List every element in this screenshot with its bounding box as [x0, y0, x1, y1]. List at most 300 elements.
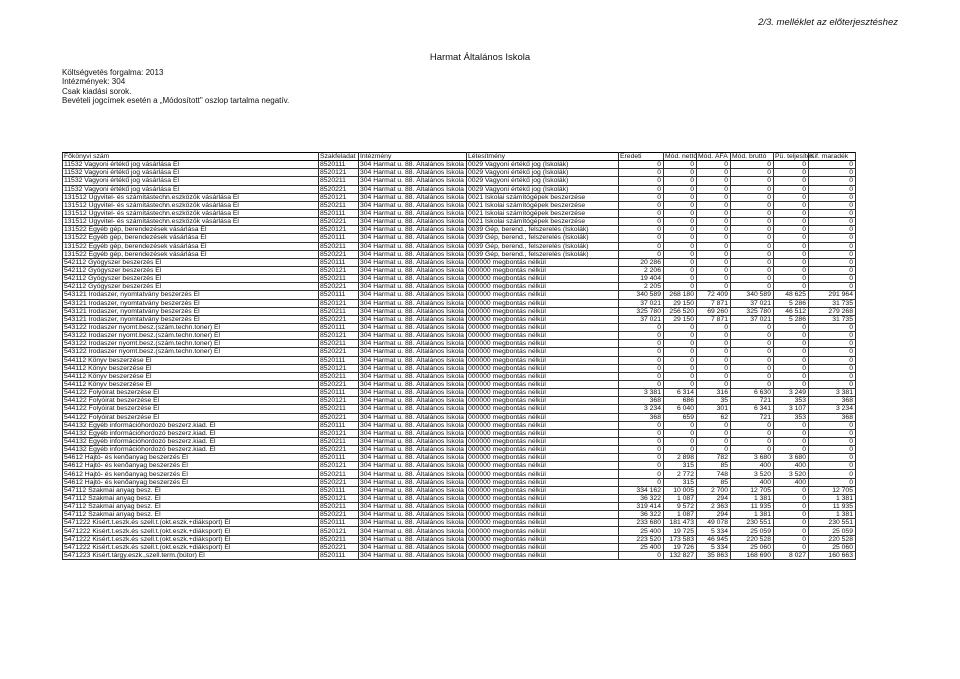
gross-cell: 1 381 — [731, 494, 774, 502]
remaining-cell: 31 735 — [809, 299, 856, 307]
account-cell: 54612 Hajtó- és kenőanyag beszerzés El — [63, 478, 319, 486]
paid-cell: 353 — [774, 413, 809, 421]
original-cell: 340 589 — [619, 291, 664, 299]
facility-cell: 0039 Gép, berend., felszerelés (Iskolák) — [467, 242, 619, 250]
remaining-cell: 0 — [809, 275, 856, 283]
paid-cell: 0 — [774, 494, 809, 502]
vat-cell: 0 — [697, 258, 731, 266]
col-header-remaining: Kif. maradék — [809, 153, 856, 161]
vat-cell: 301 — [697, 405, 731, 413]
vat-cell: 0 — [697, 193, 731, 201]
original-cell: 0 — [619, 356, 664, 364]
original-cell: 0 — [619, 478, 664, 486]
account-cell: 543122 Irodaszer nyomt.besz.(szám.techn.toner) El — [63, 323, 319, 331]
institution-cell: 304 Harmat u. 88. Általános Iskola — [359, 250, 467, 258]
facility-cell: 000000 megbontás nélkül — [467, 551, 619, 559]
vat-cell: 0 — [697, 275, 731, 283]
table-row — [63, 543, 856, 551]
remaining-cell: 3 234 — [809, 405, 856, 413]
remaining-cell: 1 381 — [809, 511, 856, 519]
facility-cell: 0029 Vagyoni értékű jog (Iskolák) — [467, 177, 619, 185]
original-cell: 0 — [619, 242, 664, 250]
institution-cell: 304 Harmat u. 88. Általános Iskola — [359, 356, 467, 364]
facility-cell: 000000 megbontás nélkül — [467, 405, 619, 413]
account-cell: 5471222 Kisért.t.eszk.és szell.t.(okt.eszk.+diáksport) El — [63, 543, 319, 551]
table-row — [63, 397, 856, 405]
institution-cell: 304 Harmat u. 88. Általános Iskola — [359, 226, 467, 234]
facility-cell: 000000 megbontás nélkül — [467, 446, 619, 454]
net-cell: 0 — [664, 193, 697, 201]
task-cell: 8520111 — [319, 519, 359, 527]
task-cell: 8520121 — [319, 527, 359, 535]
original-cell: 0 — [619, 462, 664, 470]
net-cell: 2 772 — [664, 470, 697, 478]
facility-cell: 000000 megbontás nélkül — [467, 454, 619, 462]
paid-cell: 0 — [774, 364, 809, 372]
gross-cell: 6 341 — [731, 405, 774, 413]
table-row — [63, 299, 856, 307]
table-row — [63, 307, 856, 315]
task-cell: 8520211 — [319, 372, 359, 380]
paid-cell: 0 — [774, 372, 809, 380]
table-row — [63, 389, 856, 397]
remaining-cell: 0 — [809, 470, 856, 478]
vat-cell: 0 — [697, 177, 731, 185]
task-cell: 8520111 — [319, 209, 359, 217]
gross-cell: 0 — [731, 372, 774, 380]
paid-cell: 3 249 — [774, 389, 809, 397]
table-row — [63, 421, 856, 429]
institution-cell: 304 Harmat u. 88. Általános Iskola — [359, 218, 467, 226]
paid-cell: 0 — [774, 543, 809, 551]
task-cell: 8520111 — [319, 258, 359, 266]
remaining-cell: 31 735 — [809, 315, 856, 323]
account-cell: 11532 Vagyoni értékű jog vásárlása El — [63, 185, 319, 193]
table-row — [63, 437, 856, 445]
account-cell: 544132 Egyéb információhordozó beszerz.kiad. El — [63, 446, 319, 454]
original-cell: 0 — [619, 218, 664, 226]
institution-cell: 304 Harmat u. 88. Általános Iskola — [359, 266, 467, 274]
remaining-cell: 3 381 — [809, 389, 856, 397]
gross-cell: 0 — [731, 209, 774, 217]
original-cell: 0 — [619, 454, 664, 462]
table-row — [63, 185, 856, 193]
paid-cell: 0 — [774, 234, 809, 242]
account-cell: 131522 Egyéb gép, berendezések vásárlása El — [63, 242, 319, 250]
paid-cell: 48 625 — [774, 291, 809, 299]
task-cell: 8520211 — [319, 201, 359, 209]
net-cell: 173 583 — [664, 535, 697, 543]
remaining-cell: 25 060 — [809, 543, 856, 551]
task-cell: 8520121 — [319, 226, 359, 234]
institution-cell: 304 Harmat u. 88. Általános Iskola — [359, 307, 467, 315]
account-cell: 131512 Ügyvitel- és számítástechn.eszközök vásárlása El — [63, 193, 319, 201]
facility-cell: 000000 megbontás nélkül — [467, 356, 619, 364]
net-cell: 0 — [664, 177, 697, 185]
net-cell: 0 — [664, 364, 697, 372]
vat-cell: 2 363 — [697, 503, 731, 511]
facility-cell: 000000 megbontás nélkül — [467, 291, 619, 299]
net-cell: 19 725 — [664, 527, 697, 535]
task-cell: 8520111 — [319, 454, 359, 462]
task-cell: 8520121 — [319, 193, 359, 201]
account-cell: 543122 Irodaszer nyomt.besz.(szám.techn.toner) El — [63, 340, 319, 348]
original-cell: 25 400 — [619, 543, 664, 551]
paid-cell: 0 — [774, 519, 809, 527]
remaining-cell: 0 — [809, 258, 856, 266]
remaining-cell: 0 — [809, 193, 856, 201]
task-cell: 8520211 — [319, 340, 359, 348]
table-row — [63, 486, 856, 494]
task-cell: 8520221 — [319, 315, 359, 323]
institution-cell: 304 Harmat u. 88. Általános Iskola — [359, 323, 467, 331]
institution-cell: 304 Harmat u. 88. Általános Iskola — [359, 494, 467, 502]
table-row — [63, 169, 856, 177]
vat-cell: 0 — [697, 372, 731, 380]
paid-cell: 0 — [774, 356, 809, 364]
net-cell: 659 — [664, 413, 697, 421]
remaining-cell: 0 — [809, 446, 856, 454]
remaining-cell: 0 — [809, 372, 856, 380]
table-row — [63, 234, 856, 242]
task-cell: 8520221 — [319, 250, 359, 258]
remaining-cell: 0 — [809, 364, 856, 372]
paid-cell: 0 — [774, 209, 809, 217]
gross-cell: 0 — [731, 421, 774, 429]
original-cell: 0 — [619, 201, 664, 209]
gross-cell: 0 — [731, 218, 774, 226]
meta-institutions: Intézmények: 304 — [62, 77, 126, 87]
account-cell: 547112 Szakmai anyag besz. El — [63, 494, 319, 502]
facility-cell: 000000 megbontás nélkül — [467, 535, 619, 543]
table-row — [63, 291, 856, 299]
vat-cell: 0 — [697, 332, 731, 340]
account-cell: 54612 Hajtó- és kenőanyag beszerzés El — [63, 470, 319, 478]
vat-cell: 7 871 — [697, 299, 731, 307]
institution-cell: 304 Harmat u. 88. Általános Iskola — [359, 503, 467, 511]
vat-cell: 5 334 — [697, 543, 731, 551]
paid-cell: 0 — [774, 486, 809, 494]
vat-cell: 748 — [697, 470, 731, 478]
remaining-cell: 0 — [809, 266, 856, 274]
net-cell: 268 180 — [664, 291, 697, 299]
task-cell: 8520121 — [319, 364, 359, 372]
task-cell: 8520211 — [319, 470, 359, 478]
facility-cell: 0039 Gép, berend., felszerelés (Iskolák) — [467, 234, 619, 242]
paid-cell: 0 — [774, 527, 809, 535]
account-cell: 547112 Szakmai anyag besz. El — [63, 486, 319, 494]
net-cell: 0 — [664, 348, 697, 356]
table-row — [63, 446, 856, 454]
original-cell: 0 — [619, 372, 664, 380]
facility-cell: 000000 megbontás nélkül — [467, 315, 619, 323]
gross-cell: 220 528 — [731, 535, 774, 543]
account-cell: 547112 Szakmai anyag besz. El — [63, 503, 319, 511]
institution-cell: 304 Harmat u. 88. Általános Iskola — [359, 258, 467, 266]
task-cell: 8520221 — [319, 446, 359, 454]
vat-cell: 0 — [697, 437, 731, 445]
original-cell: 0 — [619, 177, 664, 185]
vat-cell: 69 260 — [697, 307, 731, 315]
task-cell: 8520111 — [319, 551, 359, 559]
gross-cell: 25 059 — [731, 527, 774, 535]
original-cell: 223 520 — [619, 535, 664, 543]
remaining-cell: 0 — [809, 161, 856, 169]
account-cell: 542112 Gyógyszer beszerzés El — [63, 275, 319, 283]
vat-cell: 782 — [697, 454, 731, 462]
original-cell: 20 286 — [619, 258, 664, 266]
table-row — [63, 413, 856, 421]
gross-cell: 0 — [731, 275, 774, 283]
institution-cell: 304 Harmat u. 88. Általános Iskola — [359, 405, 467, 413]
original-cell: 368 — [619, 397, 664, 405]
account-cell: 131512 Ügyvitel- és számítástechn.eszközök vásárlása El — [63, 209, 319, 217]
paid-cell: 0 — [774, 323, 809, 331]
institution-cell: 304 Harmat u. 88. Általános Iskola — [359, 169, 467, 177]
gross-cell: 0 — [731, 364, 774, 372]
remaining-cell: 0 — [809, 437, 856, 445]
account-cell: 544112 Könyv beszerzése El — [63, 356, 319, 364]
facility-cell: 000000 megbontás nélkül — [467, 372, 619, 380]
net-cell: 0 — [664, 437, 697, 445]
task-cell: 8520111 — [319, 421, 359, 429]
institution-cell: 304 Harmat u. 88. Általános Iskola — [359, 185, 467, 193]
remaining-cell: 0 — [809, 242, 856, 250]
vat-cell: 0 — [697, 266, 731, 274]
institution-cell: 304 Harmat u. 88. Általános Iskola — [359, 413, 467, 421]
account-cell: 544122 Folyóirat beszerzése El — [63, 405, 319, 413]
remaining-cell: 368 — [809, 413, 856, 421]
net-cell: 29 150 — [664, 315, 697, 323]
paid-cell: 0 — [774, 446, 809, 454]
vat-cell: 7 871 — [697, 315, 731, 323]
vat-cell: 0 — [697, 340, 731, 348]
original-cell: 36 322 — [619, 494, 664, 502]
vat-cell: 0 — [697, 161, 731, 169]
remaining-cell: 0 — [809, 454, 856, 462]
paid-cell: 0 — [774, 226, 809, 234]
gross-cell: 0 — [731, 437, 774, 445]
gross-cell: 37 021 — [731, 315, 774, 323]
institution-cell: 304 Harmat u. 88. Általános Iskola — [359, 470, 467, 478]
account-cell: 544112 Könyv beszerzése El — [63, 364, 319, 372]
task-cell: 8520111 — [319, 356, 359, 364]
account-cell: 543121 Irodaszer, nyomtatvány beszerzés El — [63, 307, 319, 315]
institution-cell: 304 Harmat u. 88. Általános Iskola — [359, 193, 467, 201]
account-cell: 5471223 Kisért.tárgy.eszk.,szell.term.(bútor) El — [63, 551, 319, 559]
original-cell: 319 414 — [619, 503, 664, 511]
vat-cell: 85 — [697, 478, 731, 486]
original-cell: 2 206 — [619, 266, 664, 274]
net-cell: 0 — [664, 283, 697, 291]
gross-cell: 0 — [731, 356, 774, 364]
paid-cell: 3 680 — [774, 454, 809, 462]
table-row — [63, 250, 856, 258]
facility-cell: 000000 megbontás nélkül — [467, 364, 619, 372]
table-row — [63, 218, 856, 226]
vat-cell: 0 — [697, 209, 731, 217]
table-row — [63, 551, 856, 559]
vat-cell: 49 078 — [697, 519, 731, 527]
facility-cell: 000000 megbontás nélkül — [467, 413, 619, 421]
institution-cell: 304 Harmat u. 88. Általános Iskola — [359, 234, 467, 242]
task-cell: 8520111 — [319, 486, 359, 494]
task-cell: 8520221 — [319, 380, 359, 388]
institution-cell: 304 Harmat u. 88. Általános Iskola — [359, 486, 467, 494]
institution-cell: 304 Harmat u. 88. Általános Iskola — [359, 161, 467, 169]
institution-cell: 304 Harmat u. 88. Általános Iskola — [359, 291, 467, 299]
institution-cell: 304 Harmat u. 88. Általános Iskola — [359, 389, 467, 397]
gross-cell: 0 — [731, 283, 774, 291]
table-row — [63, 193, 856, 201]
facility-cell: 000000 megbontás nélkül — [467, 437, 619, 445]
page-title: Harmat Általános Iskola — [429, 52, 531, 63]
table-row — [63, 340, 856, 348]
account-cell: 543122 Irodaszer nyomt.besz.(szám.techn.toner) El — [63, 332, 319, 340]
task-cell: 8520211 — [319, 503, 359, 511]
gross-cell: 0 — [731, 340, 774, 348]
vat-cell: 35 863 — [697, 551, 731, 559]
net-cell: 1 087 — [664, 511, 697, 519]
net-cell: 0 — [664, 421, 697, 429]
gross-cell: 0 — [731, 226, 774, 234]
remaining-cell: 368 — [809, 397, 856, 405]
remaining-cell: 0 — [809, 323, 856, 331]
account-cell: 542112 Gyógyszer beszerzés El — [63, 258, 319, 266]
institution-cell: 304 Harmat u. 88. Általános Iskola — [359, 511, 467, 519]
vat-cell: 62 — [697, 413, 731, 421]
original-cell: 0 — [619, 551, 664, 559]
paid-cell: 400 — [774, 462, 809, 470]
col-header-paid: Pü. teljesítés — [775, 153, 814, 161]
task-cell: 8520121 — [319, 429, 359, 437]
vat-cell: 0 — [697, 226, 731, 234]
facility-cell: 0029 Vagyoni értékű jog (Iskolák) — [467, 161, 619, 169]
institution-cell: 304 Harmat u. 88. Általános Iskola — [359, 519, 467, 527]
col-header-net: Mód. nettó — [665, 153, 698, 161]
original-cell: 0 — [619, 446, 664, 454]
original-cell: 334 162 — [619, 486, 664, 494]
gross-cell: 25 060 — [731, 543, 774, 551]
facility-cell: 000000 megbontás nélkül — [467, 543, 619, 551]
gross-cell: 0 — [731, 446, 774, 454]
original-cell: 0 — [619, 193, 664, 201]
gross-cell: 340 589 — [731, 291, 774, 299]
vat-cell: 0 — [697, 234, 731, 242]
facility-cell: 000000 megbontás nélkül — [467, 511, 619, 519]
task-cell: 8520221 — [319, 478, 359, 486]
account-cell: 544112 Könyv beszerzése El — [63, 380, 319, 388]
table-row — [63, 405, 856, 413]
paid-cell: 3 107 — [774, 405, 809, 413]
table-row — [63, 315, 856, 323]
gross-cell: 12 705 — [731, 486, 774, 494]
original-cell: 37 021 — [619, 299, 664, 307]
original-cell: 0 — [619, 185, 664, 193]
facility-cell: 000000 megbontás nélkül — [467, 462, 619, 470]
task-cell: 8520111 — [319, 161, 359, 169]
remaining-cell: 25 059 — [809, 527, 856, 535]
facility-cell: 000000 megbontás nélkül — [467, 421, 619, 429]
col-header-facility: Létesítmény — [467, 153, 619, 161]
remaining-cell: 0 — [809, 340, 856, 348]
gross-cell: 0 — [731, 266, 774, 274]
account-cell: 5471222 Kisért.t.eszk.és szell.t.(okt.eszk.+diáksport) El — [63, 535, 319, 543]
remaining-cell: 0 — [809, 478, 856, 486]
paid-cell: 0 — [774, 348, 809, 356]
table-row — [63, 527, 856, 535]
paid-cell: 353 — [774, 397, 809, 405]
remaining-cell: 291 964 — [809, 291, 856, 299]
remaining-cell: 0 — [809, 283, 856, 291]
col-header-original: Eredeti — [619, 153, 664, 161]
table-row — [63, 535, 856, 543]
account-cell: 5471222 Kisért.t.eszk.és szell.t.(okt.eszk.+diáksport) El — [63, 519, 319, 527]
original-cell: 0 — [619, 470, 664, 478]
account-cell: 544112 Könyv beszerzése El — [63, 372, 319, 380]
table-row — [63, 177, 856, 185]
vat-cell: 5 334 — [697, 527, 731, 535]
paid-cell: 3 520 — [774, 470, 809, 478]
table-row — [63, 454, 856, 462]
original-cell: 37 021 — [619, 315, 664, 323]
net-cell: 0 — [664, 446, 697, 454]
original-cell: 0 — [619, 332, 664, 340]
table-row — [63, 356, 856, 364]
gross-cell: 0 — [731, 161, 774, 169]
net-cell: 0 — [664, 250, 697, 258]
task-cell: 8520121 — [319, 299, 359, 307]
institution-cell: 304 Harmat u. 88. Általános Iskola — [359, 535, 467, 543]
paid-cell: 0 — [774, 201, 809, 209]
task-cell: 8520121 — [319, 266, 359, 274]
paid-cell: 0 — [774, 177, 809, 185]
institution-cell: 304 Harmat u. 88. Általános Iskola — [359, 283, 467, 291]
original-cell: 325 780 — [619, 307, 664, 315]
net-cell: 0 — [664, 201, 697, 209]
task-cell: 8520111 — [319, 291, 359, 299]
original-cell: 0 — [619, 348, 664, 356]
gross-cell: 0 — [731, 380, 774, 388]
gross-cell: 721 — [731, 397, 774, 405]
gross-cell: 0 — [731, 234, 774, 242]
facility-cell: 0039 Gép, berend., felszerelés (Iskolák) — [467, 226, 619, 234]
gross-cell: 1 381 — [731, 511, 774, 519]
facility-cell: 0029 Vagyoni értékű jog (Iskolák) — [467, 169, 619, 177]
col-header-account: Főkönyvi szám — [63, 153, 319, 161]
vat-cell: 316 — [697, 389, 731, 397]
task-cell: 8520211 — [319, 405, 359, 413]
paid-cell: 0 — [774, 242, 809, 250]
account-cell: 5471222 Kisért.t.eszk.és szell.t.(okt.eszk.+diáksport) El — [63, 527, 319, 535]
task-cell: 8520111 — [319, 389, 359, 397]
task-cell: 8520211 — [319, 437, 359, 445]
table-row — [63, 494, 856, 502]
remaining-cell: 0 — [809, 234, 856, 242]
meta-budget: Költségvetés forgalma: 2013 — [62, 68, 164, 77]
institution-cell: 304 Harmat u. 88. Általános Iskola — [359, 446, 467, 454]
facility-cell: 0029 Vagyoni értékű jog (Iskolák) — [467, 185, 619, 193]
paid-cell: 0 — [774, 250, 809, 258]
institution-cell: 304 Harmat u. 88. Általános Iskola — [359, 372, 467, 380]
gross-cell: 0 — [731, 242, 774, 250]
task-cell: 8520221 — [319, 283, 359, 291]
gross-cell: 11 935 — [731, 503, 774, 511]
facility-cell: 000000 megbontás nélkül — [467, 519, 619, 527]
gross-cell: 0 — [731, 323, 774, 331]
task-cell: 8520121 — [319, 169, 359, 177]
remaining-cell: 0 — [809, 348, 856, 356]
